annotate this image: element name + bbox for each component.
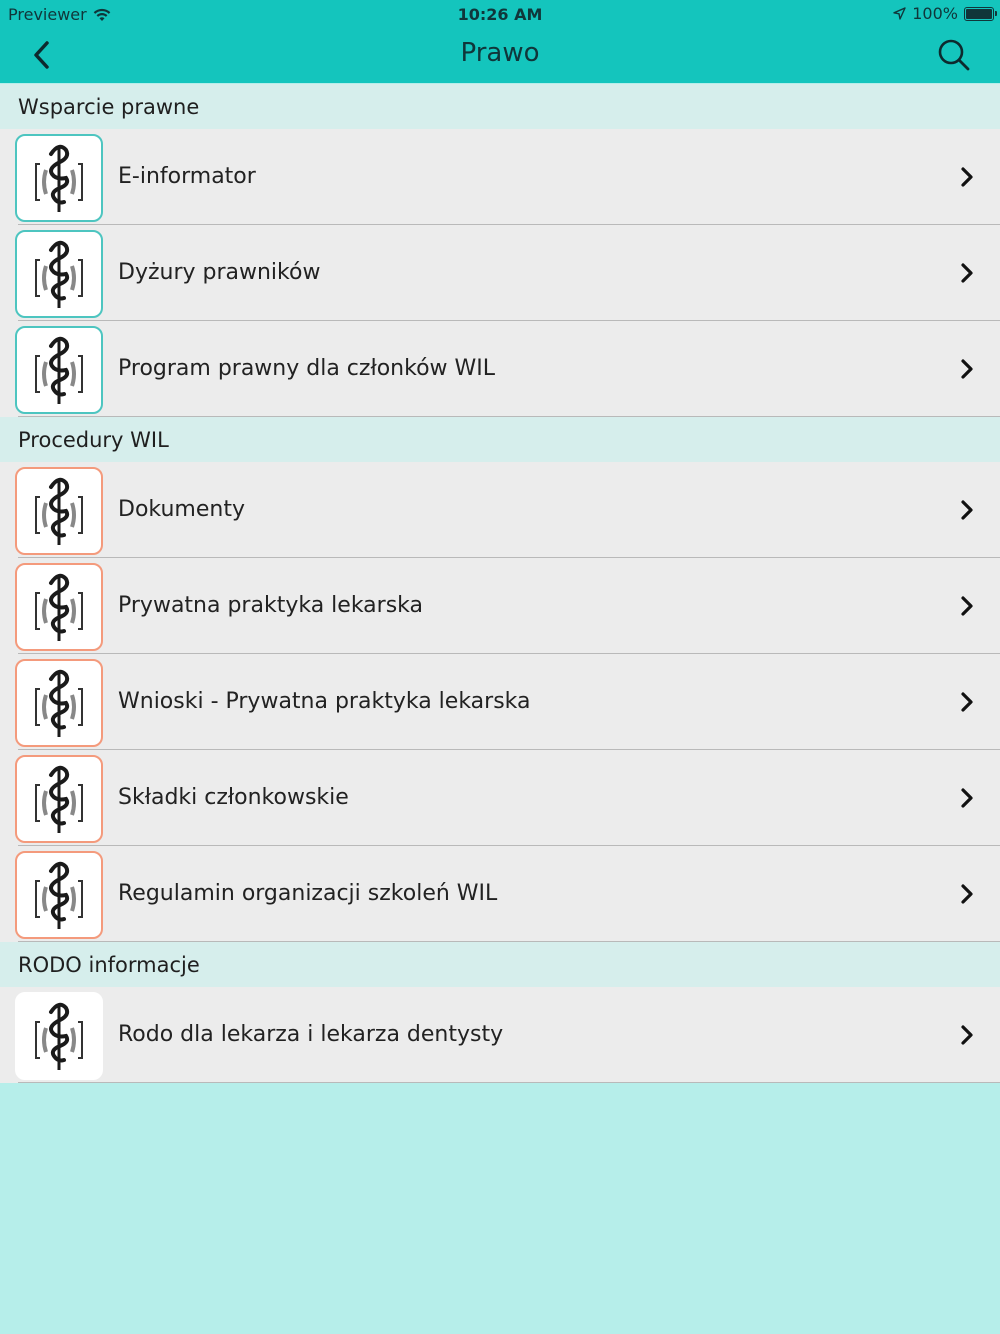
status-time: 10:26 AM	[457, 5, 543, 24]
section-header: RODO informacje	[0, 942, 1000, 987]
chevron-right-icon	[958, 1024, 976, 1046]
rod-of-asclepius-icon	[15, 230, 103, 318]
list-item[interactable]	[0, 225, 1000, 321]
location-arrow-icon	[893, 7, 906, 20]
list-item[interactable]	[0, 750, 1000, 846]
rod-of-asclepius-icon	[15, 563, 103, 651]
rod-of-asclepius-icon	[15, 326, 103, 414]
rod-of-asclepius-icon	[15, 755, 103, 843]
rod-of-asclepius-icon	[15, 467, 103, 555]
list-item-label: Prywatna praktyka lekarska	[118, 593, 423, 618]
list-item[interactable]	[0, 462, 1000, 558]
battery-percent: 100%	[912, 4, 958, 23]
rod-of-asclepius-icon	[15, 134, 103, 222]
list-item-label: Program prawny dla członków WIL	[118, 356, 496, 381]
carrier-name: Previewer	[8, 5, 87, 24]
list-item[interactable]	[0, 321, 1000, 417]
list-item-label: Składki członkowskie	[118, 785, 349, 810]
battery-icon	[964, 7, 994, 21]
list-item[interactable]	[0, 846, 1000, 942]
list-item[interactable]	[0, 558, 1000, 654]
rod-of-asclepius-icon	[15, 992, 103, 1080]
section-header: Wsparcie prawne	[0, 84, 1000, 129]
chevron-right-icon	[958, 691, 976, 713]
status-bar	[0, 0, 1000, 28]
rod-of-asclepius-icon	[15, 659, 103, 747]
list-item[interactable]	[0, 987, 1000, 1083]
list-item-label: Rodo dla lekarza i lekarza dentysty	[118, 1022, 504, 1047]
list-item-label: Dyżury prawników	[118, 260, 321, 285]
chevron-right-icon	[958, 787, 976, 809]
rod-of-asclepius-icon	[15, 851, 103, 939]
search-icon	[936, 37, 972, 73]
search-button[interactable]	[936, 37, 972, 73]
chevron-right-icon	[958, 262, 976, 284]
chevron-right-icon	[958, 499, 976, 521]
app-header	[0, 0, 1000, 83]
chevron-right-icon	[958, 358, 976, 380]
chevron-right-icon	[958, 883, 976, 905]
row-separator	[18, 1082, 1000, 1083]
page-title: Prawo	[460, 38, 540, 68]
status-right-group	[893, 4, 994, 23]
navigation-bar	[0, 28, 1000, 83]
chevron-right-icon	[958, 595, 976, 617]
section-header: Procedury WIL	[0, 417, 1000, 462]
list-item-label: Wnioski - Prywatna praktyka lekarska	[118, 689, 531, 714]
list-item[interactable]	[0, 654, 1000, 750]
list-item-label: E-informator	[118, 164, 256, 189]
list-item[interactable]	[0, 129, 1000, 225]
chevron-right-icon	[958, 166, 976, 188]
list-item-label: Regulamin organizacji szkoleń WIL	[118, 881, 498, 906]
list-item-label: Dokumenty	[118, 497, 245, 522]
